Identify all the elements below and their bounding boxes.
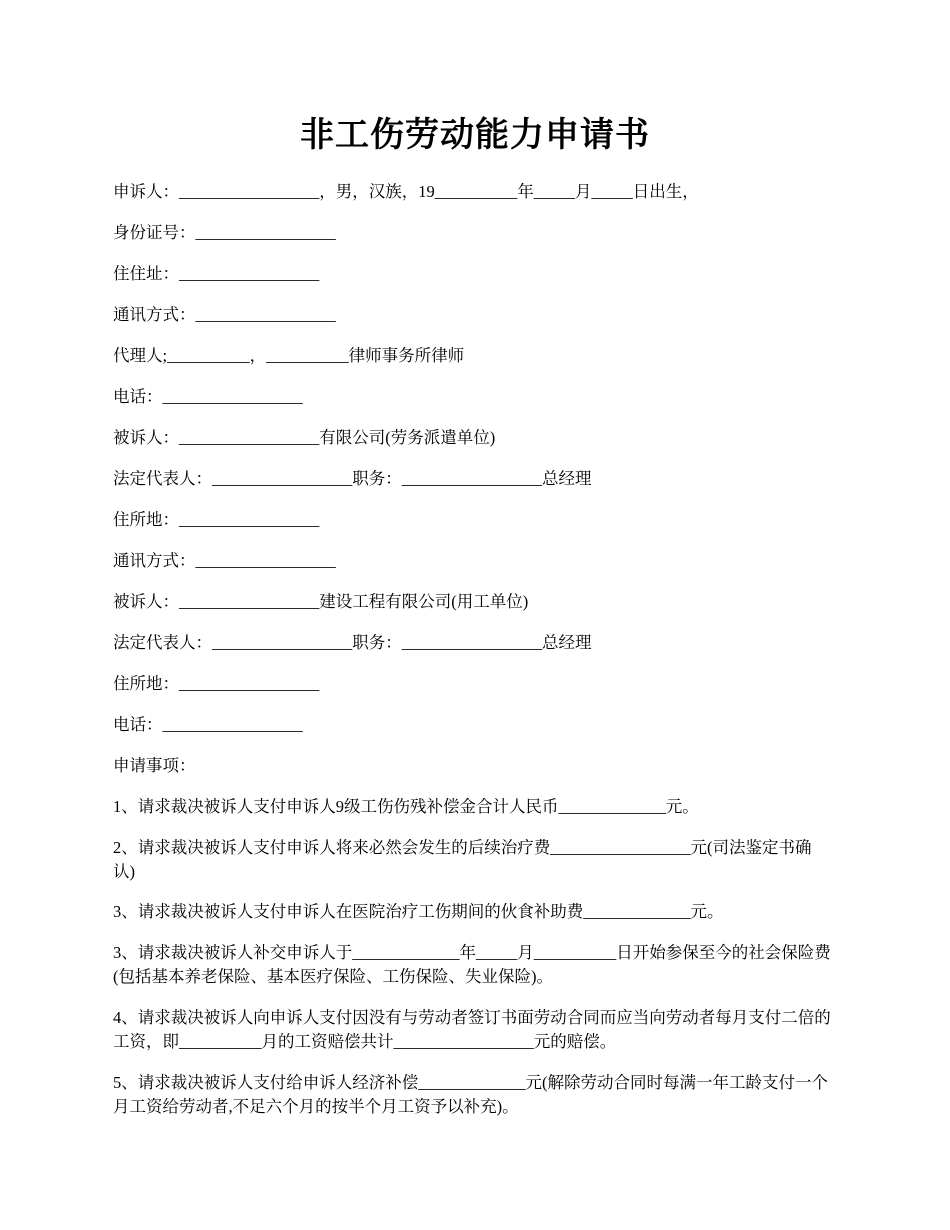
respondent-1-line: 被诉人：_________________有限公司(劳务派遣单位) [113,428,496,447]
id-number-line: 身份证号：_________________ [113,223,336,242]
claim-item: 5、请求裁决被诉人支付给申诉人经济补偿_____________元(解除劳动合同时每满一年工龄支付一个月工资给劳动者,不足六个月的按半个月工资予以补充)。 [113,1073,828,1116]
phone-line: 电话：_________________ [113,387,303,406]
claim-item: 2、请求裁决被诉人支付申诉人将来必然会发生的后续治疗费_________________元(司法鉴定书确认) [113,838,812,881]
contact-line: 通讯方式：_________________ [113,305,336,324]
residence-1-line: 住所地：_________________ [113,510,320,529]
respondent-2-line: 被诉人：_________________建设工程有限公司(用工单位) [113,592,529,611]
complainant-line: 申诉人：_________________，男，汉族，19__________年_____月_____日出生， [113,182,699,201]
address-line: 住住址：_________________ [113,264,320,283]
phone-2-line: 电话：_________________ [113,715,303,734]
agent-line: 代理人;__________，__________律师事务所律师 [113,346,465,365]
residence-2-line: 住所地：_________________ [113,674,320,693]
claim-item: 4、请求裁决被诉人向申诉人支付因没有与劳动者签订书面劳动合同而应当向劳动者每月支付二倍的工资，即__________月的工资赔偿共计_________________元的赔偿。 [113,1008,831,1051]
claim-item: 3、请求裁决被诉人补交申诉人于_____________年_____月__________日开始参保至今的社会保险费(包括基本养老保险、基本医疗保险、工伤保险、失业保险)。 [113,943,831,986]
legal-rep-2-line: 法定代表人：_________________职务：_________________总经理 [113,633,592,652]
legal-rep-1-line: 法定代表人：_________________职务：_________________总经理 [113,469,592,488]
claim-item: 1、请求裁决被诉人支付申诉人9级工伤伤残补偿金合计人民币_____________元。 [113,797,699,816]
document-title: 非工伤劳动能力申请书 [300,117,650,154]
claims-heading: 申请事项： [113,756,196,775]
contact-2-line: 通讯方式：_________________ [113,551,336,570]
claim-item: 3、请求裁决被诉人支付申诉人在医院治疗工伤期间的伙食补助费_____________元。 [113,902,724,921]
